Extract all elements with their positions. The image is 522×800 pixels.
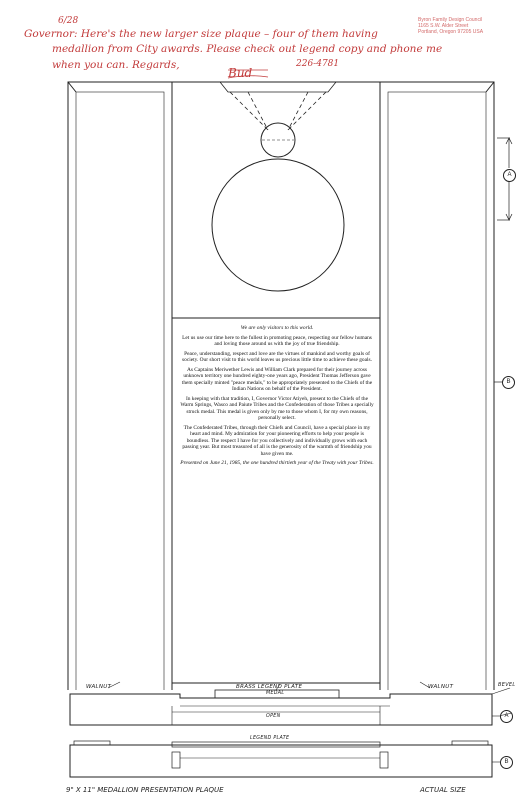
legend-paragraph: Peace, understanding, respect and love are the virtues of mankind and worthy goals of society. Our short visit to this world leaves us precious little time to achieve these goals. <box>182 350 372 363</box>
section-marker-a: A <box>500 710 513 723</box>
legend-paragraph: Let us use our time here to the fullest in promoting peace, respecting our fellow humans and loving those around us with the joy of true friendship. <box>182 334 372 347</box>
legend-plate-text <box>180 325 374 685</box>
stamp-line: 1165 S.W. Alder Street <box>418 23 469 29</box>
annotation-phone: 226-4781 <box>296 59 340 69</box>
walnut-label-right: WALNUT <box>428 684 454 690</box>
annotation-date: 6/28 <box>58 16 79 26</box>
medal-label: MEDAL <box>266 691 285 696</box>
annotation-line-1: Governor: Here's the new larger size plaque – four of them having <box>24 28 378 40</box>
plaque-title: 9" X 11" MEDALLION PRESENTATION PLAQUE <box>66 786 224 794</box>
open-label: OPEN <box>266 714 281 719</box>
legend-paragraph: As Captains Meriwether Lewis and William Clark prepared for their journey across unknown territory one hundred eighty-one years ago, President Thomas Jefferson gave them specially minted "peace medals," to be appropriately presented to the Chiefs of the Indian Nations on behalf of the President. <box>181 366 373 392</box>
scale-note: ACTUAL SIZE <box>420 786 466 794</box>
stamp-line: Byron Family Design Council <box>418 17 483 23</box>
legend-closing: Presented on June 21, 1985, the one hundred thirtieth year of the Treaty with your Tribes. <box>180 460 374 466</box>
section-marker-a-top: A <box>503 169 516 182</box>
walnut-label-left: WALNUT <box>86 684 112 690</box>
bevel-label: BEVEL <box>498 682 516 688</box>
legend-paragraph: The Confederated Tribes, through their Chiefs and Council, have a special place in my heart and mind. My admiration for your pioneering efforts to help your people is boundless. The respect I have for you collectively and individually grows with each passing year. But most treasured of all is the generosity of the warmth of friendship you have given me. <box>182 424 372 457</box>
annotation-line-3: when you can. Regards, <box>52 59 180 71</box>
section-marker-b-bottom: B <box>500 756 513 769</box>
brass-legend-plate-label: BRASS LEGEND PLATE <box>236 684 303 690</box>
annotation-signature: Bud <box>228 66 253 80</box>
legend-paragraph: In keeping with that tradition, I, Governor Victor Atiyeh, present to the Chiefs of the Warm Springs, Wasco and Paiute Tribes and the Confederation of those Tribes a specially struck medal. This medal is given only by me to those whom I, for my own reasons, personally select. <box>180 395 374 421</box>
section-marker-b: B <box>502 376 515 389</box>
stamp-line: Portland, Oregon 97205 USA <box>418 29 484 35</box>
legend-opening: We are only visitors to this world. <box>240 325 314 331</box>
annotation-line-2: medallion from City awards. Please check out legend copy and phone me <box>52 43 443 55</box>
legend-plate-label: LEGEND PLATE <box>250 736 290 741</box>
